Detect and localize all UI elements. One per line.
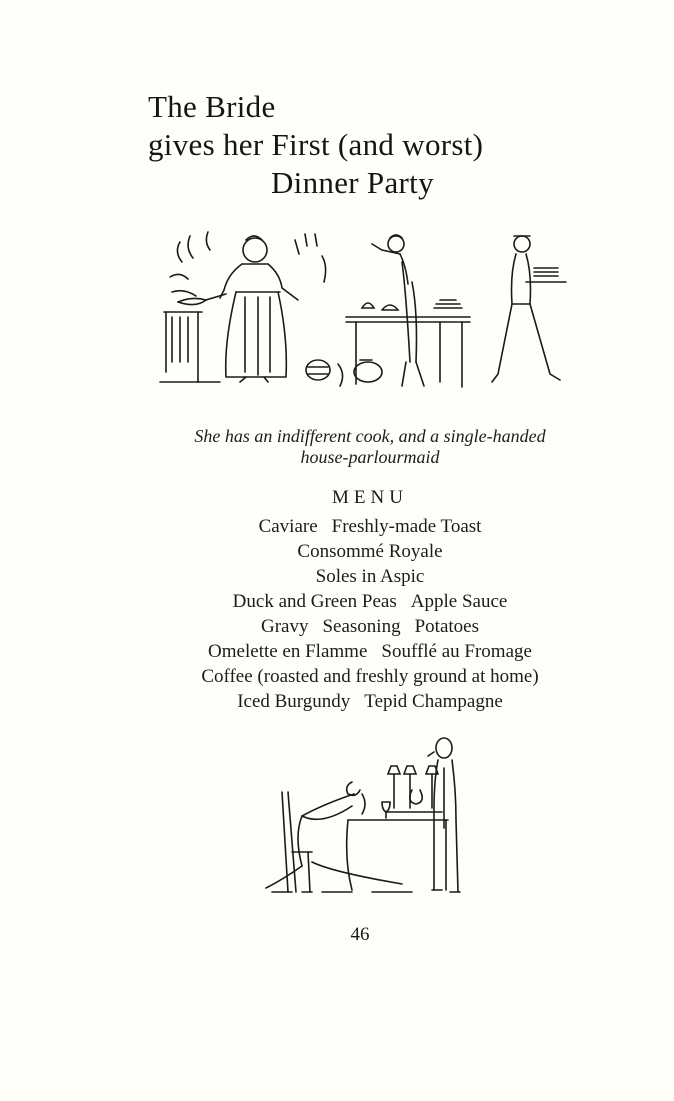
menu-item: Soles in Aspic bbox=[315, 566, 425, 587]
dinner-table-illustration bbox=[262, 732, 462, 900]
menu-line bbox=[0, 614, 674, 639]
page-title bbox=[148, 88, 483, 202]
page-number: 46 bbox=[350, 924, 370, 945]
menu-item: Duck and Green Peas bbox=[232, 591, 397, 612]
frying-pan-icon bbox=[178, 294, 226, 305]
menu-item: Caviare bbox=[258, 516, 318, 537]
menu-item: Gravy bbox=[261, 616, 309, 637]
title-line-1: The Bride bbox=[148, 89, 276, 124]
menu-item: Tepid Champagne bbox=[364, 691, 503, 712]
menu-list bbox=[0, 514, 674, 714]
menu-item: Omelette en Flamme bbox=[208, 641, 368, 662]
menu-item: Coffee (roasted and freshly ground at home) bbox=[201, 666, 539, 687]
menu-item: Soufflé au Fromage bbox=[381, 641, 532, 662]
menu-item: Consommé Royale bbox=[297, 541, 443, 562]
menu-heading: MENU bbox=[332, 487, 408, 508]
menu-line bbox=[0, 664, 674, 689]
menu-line bbox=[0, 639, 674, 664]
fallen-dishes-icon bbox=[306, 360, 382, 386]
menu-line bbox=[0, 539, 674, 564]
maid-figure bbox=[492, 236, 566, 382]
wine-glass-icon bbox=[382, 802, 390, 818]
menu-line bbox=[0, 564, 674, 589]
illustration-caption bbox=[150, 426, 590, 468]
caption-line-2: house-parlourmaid bbox=[300, 447, 440, 467]
caption-line-1: She has an indifferent cook, and a single-handed bbox=[194, 426, 546, 446]
dining-table-icon bbox=[346, 300, 470, 387]
menu-item: Freshly-made Toast bbox=[331, 516, 482, 537]
menu-item: Apple Sauce bbox=[410, 591, 508, 612]
title-line-3: Dinner Party bbox=[271, 165, 434, 200]
gentleman-figure bbox=[428, 738, 460, 892]
menu-item: Seasoning bbox=[322, 616, 401, 637]
stove-icon bbox=[160, 312, 220, 382]
menu-item: Potatoes bbox=[414, 616, 479, 637]
menu-line bbox=[0, 689, 674, 714]
kitchen-chaos-illustration bbox=[150, 222, 590, 392]
menu-item: Iced Burgundy bbox=[237, 691, 351, 712]
title-line-2: gives her First (and worst) bbox=[148, 127, 484, 162]
cook-figure bbox=[220, 236, 298, 382]
menu-line bbox=[0, 514, 674, 539]
menu-line bbox=[0, 589, 674, 614]
